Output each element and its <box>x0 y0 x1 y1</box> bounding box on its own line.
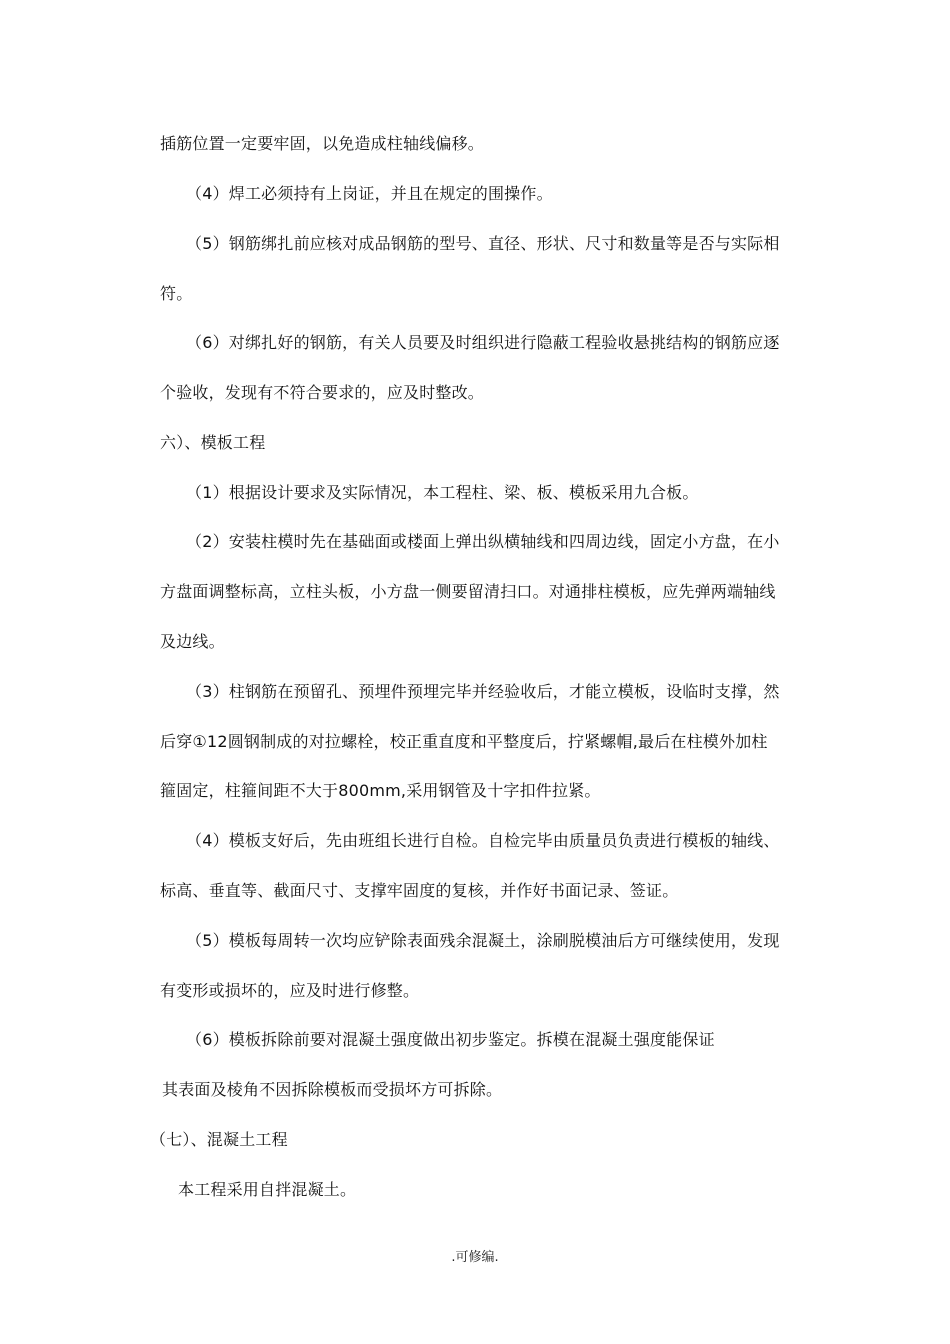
text-line-3: （5）钢筋绑扎前应核对成品钢筋的型号、直径、形状、尺寸和数量等是否与实际相 <box>186 234 780 253</box>
text-line-20: 其表面及棱角不因拆除模板而受损坏方可拆除。 <box>162 1080 503 1099</box>
text-line-6: 个验收，发现有不符合要求的，应及时整改。 <box>160 383 485 402</box>
text-line-16: 标高、垂直等、截面尺寸、支撑牢固度的复核，并作好书面记录、签证。 <box>160 881 679 900</box>
text-line-4: 符。 <box>160 284 193 303</box>
text-line-22: 本工程采用自拌混凝土。 <box>178 1180 357 1199</box>
section-heading-concrete: （七）、混凝土工程 <box>150 1130 288 1149</box>
text-line-19: （6）模板拆除前要对混凝土强度做出初步鉴定。拆模在混凝土强度能保证 <box>186 1030 715 1049</box>
text-line-18: 有变形或损坏的，应及时进行修整。 <box>160 981 420 1000</box>
text-line-17: （5）模板每周转一次均应铲除表面残余混凝土，涂刷脱模油后方可继续使用，发现 <box>186 931 780 950</box>
page-footer: .可修编. <box>451 1250 499 1265</box>
text-line-10: 方盘面调整标高，立柱头板，小方盘一侧要留清扫口。对通排柱模板，应先弹两端轴线 <box>160 582 776 601</box>
text-line-8: （1）根据设计要求及实际情况，本工程柱、梁、板、模板采用九合板。 <box>186 483 699 502</box>
text-line-5: （6）对绑扎好的钢筋，有关人员要及时组织进行隐蔽工程验收悬挑结构的钢筋应逐 <box>186 333 780 352</box>
text-line-9: （2）安装柱模时先在基础面或楼面上弹出纵横轴线和四周边线，固定小方盘，在小 <box>186 532 780 551</box>
section-heading-formwork: 六）、模板工程 <box>160 433 266 452</box>
text-line-15: （4）模板支好后，先由班组长进行自检。自检完毕由质量员负责进行模板的轴线、 <box>186 831 780 850</box>
text-line-14: 箍固定，柱箍间距不大于800mm,采用钢管及十字扣件拉紧。 <box>160 781 601 800</box>
text-line-13: 后穿①12圆钢制成的对拉螺栓，校正重直度和平整度后，拧紧螺帽,最后在柱模外加柱 <box>160 732 768 751</box>
text-line-12: （3）柱钢筋在预留孔、预埋件预埋完毕并经验收后，才能立模板，设临时支撑，然 <box>186 682 780 701</box>
text-line-11: 及边线。 <box>160 632 225 651</box>
text-line-1: 插筋位置一定要牢固，以免造成柱轴线偏移。 <box>160 134 485 153</box>
text-line-2: （4）焊工必须持有上岗证，并且在规定的围操作。 <box>186 184 553 203</box>
